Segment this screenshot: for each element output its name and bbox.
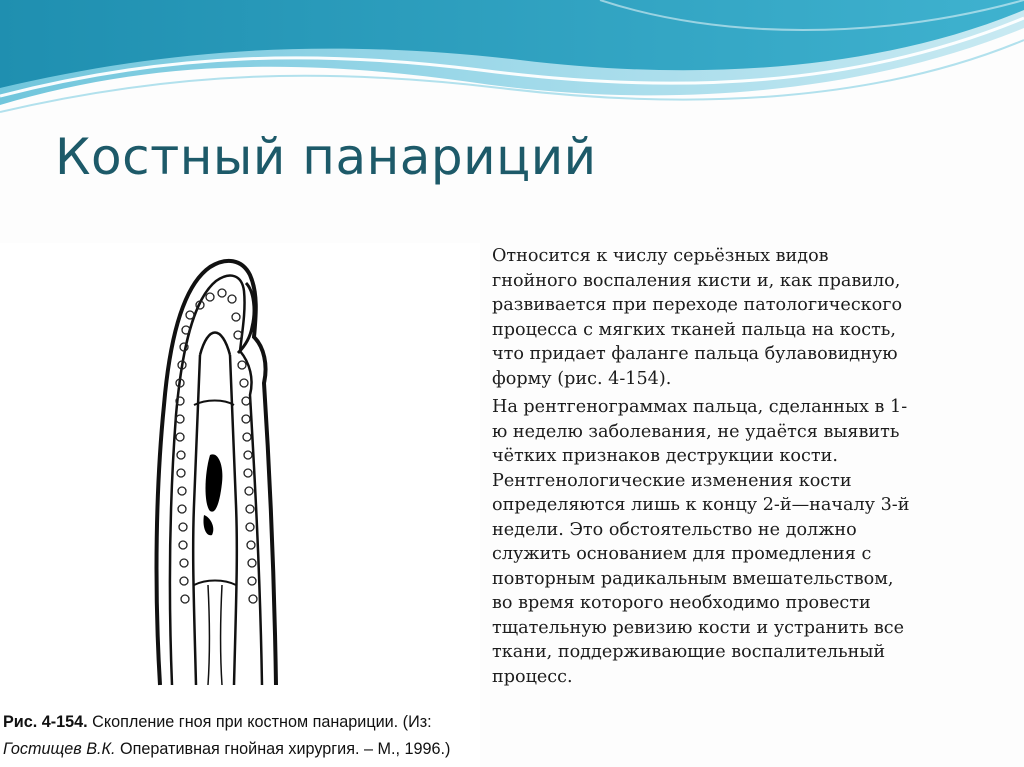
caption-label: Рис. 4-154. bbox=[3, 713, 88, 731]
header-wave-decoration bbox=[0, 0, 1024, 130]
slide-title: Костный панариций bbox=[55, 128, 597, 186]
body-text bbox=[492, 244, 1020, 693]
caption-source: Оперативная гнойная хирургия. – М., 1996.) bbox=[120, 740, 451, 758]
paragraph-2: На рентгенограммах пальца, сделанных в 1- ю неделю заболевания, не удаётся выявить чётких признаков деструкции кости. Рентгенологические изменения кости определяются лишь к концу 2-й—началу 3-й недели. Это обстоятельство не должно служить основанием для промедления с повторным радикальным вмешательством, во время которого необходимо провести тщательную ревизию кости и устранить все ткани, поддерживающие воспалительный процесс. bbox=[492, 397, 910, 687]
caption-text: Скопление гноя при костном панариции. (Из: bbox=[92, 713, 432, 731]
finger-section-illustration bbox=[150, 255, 285, 690]
figure-panel bbox=[0, 243, 480, 767]
figure-caption bbox=[3, 709, 479, 763]
paragraph-1: Относится к числу серьёзных видов гнойного воспаления кисти и, как правило, развивается при переходе патологического процесса с мягких тканей пальца на кость, что придает фаланге пальца булавовидную форму (рис. 4-154). bbox=[492, 246, 903, 389]
caption-author: Гостищев В.К. bbox=[3, 740, 116, 758]
